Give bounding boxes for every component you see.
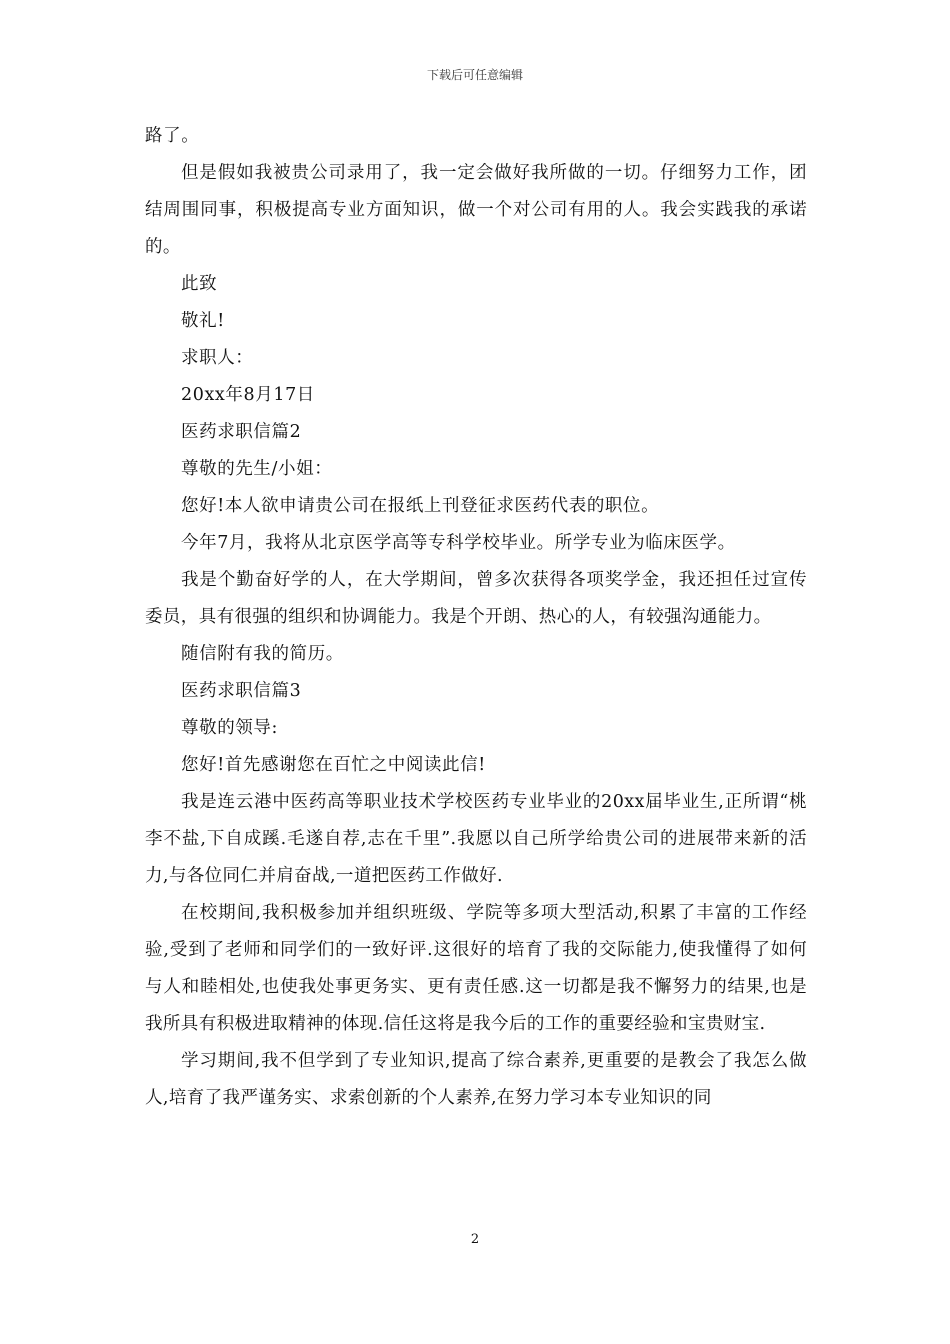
signature-label: 求职人： [181,348,254,368]
paragraph-continuation: 路了。 [145,126,200,146]
document-body [145,118,807,1117]
paragraph-school-activities-3: 在校期间,我积极参加并组织班级、学院等多项大型活动,积累了丰富的工作经验,受到了老师和同学们的一致好评.这很好的培育了我的交际能力,使我懂得了如何与人和睦相处,也使我处事更务实、更有责任感.这一切都是我不懈努力的结果,也是我所具有积极进取精神的体现.信任这将是我今后的工作的重要经验和宝贵财宝. [145,903,807,1034]
closing-regards: 敬礼! [181,311,225,331]
greeting-3: 尊敬的领导: [181,718,278,738]
closing-salutation: 此致 [181,274,218,294]
paragraph-resume-note-2: 随信附有我的简历。 [181,644,344,664]
paragraph-self-description-2: 我是个勤奋好学的人，在大学期间，曾多次获得各项奖学金，我还担任过宣传委员，具有很强的组织和协调能力。我是个开朗、热心的人，有较强沟通能力。 [145,570,807,627]
paragraph-background-3: 我是连云港中医药高等职业技术学校医药专业毕业的20xx届毕业生,正所谓“桃李不盐,下自成蹊.毛遂自荐,志在千里”.我愿以自己所学给贵公司的进展带来新的活力,与各位同仁并肩奋战,一道把医药工作做好. [145,792,807,886]
page-header: 下载后可任意编辑 [426,68,523,82]
paragraph-graduation-2: 今年7月，我将从北京医学高等专科学校毕业。所学专业为临床医学。 [181,533,736,553]
section-title-3: 医药求职信篇3 [181,681,302,701]
paragraph-intro-2: 您好!本人欲申请贵公司在报纸上刊登征求医药代表的职位。 [181,496,660,516]
paragraph-study-3: 学习期间,我不但学到了专业知识,提高了综合素养,更重要的是教会了我怎么做人,培育了我严谨务实、求索创新的个人素养,在努力学习本专业知识的同 [145,1051,807,1108]
section-title-2: 医药求职信篇2 [181,422,302,442]
paragraph-intro-3: 您好!首先感谢您在百忙之中阅读此信! [181,755,486,775]
greeting-2: 尊敬的先生/小姐： [181,459,333,479]
paragraph-commitment: 但是假如我被贵公司录用了，我一定会做好我所做的一切。仔细努力工作，团结周围同事，积极提高专业方面知识，做一个对公司有用的人。我会实践我的承诺的。 [145,163,807,257]
page-number: 2 [470,1232,480,1247]
letter-date: 20xx年8月17日 [181,385,315,405]
